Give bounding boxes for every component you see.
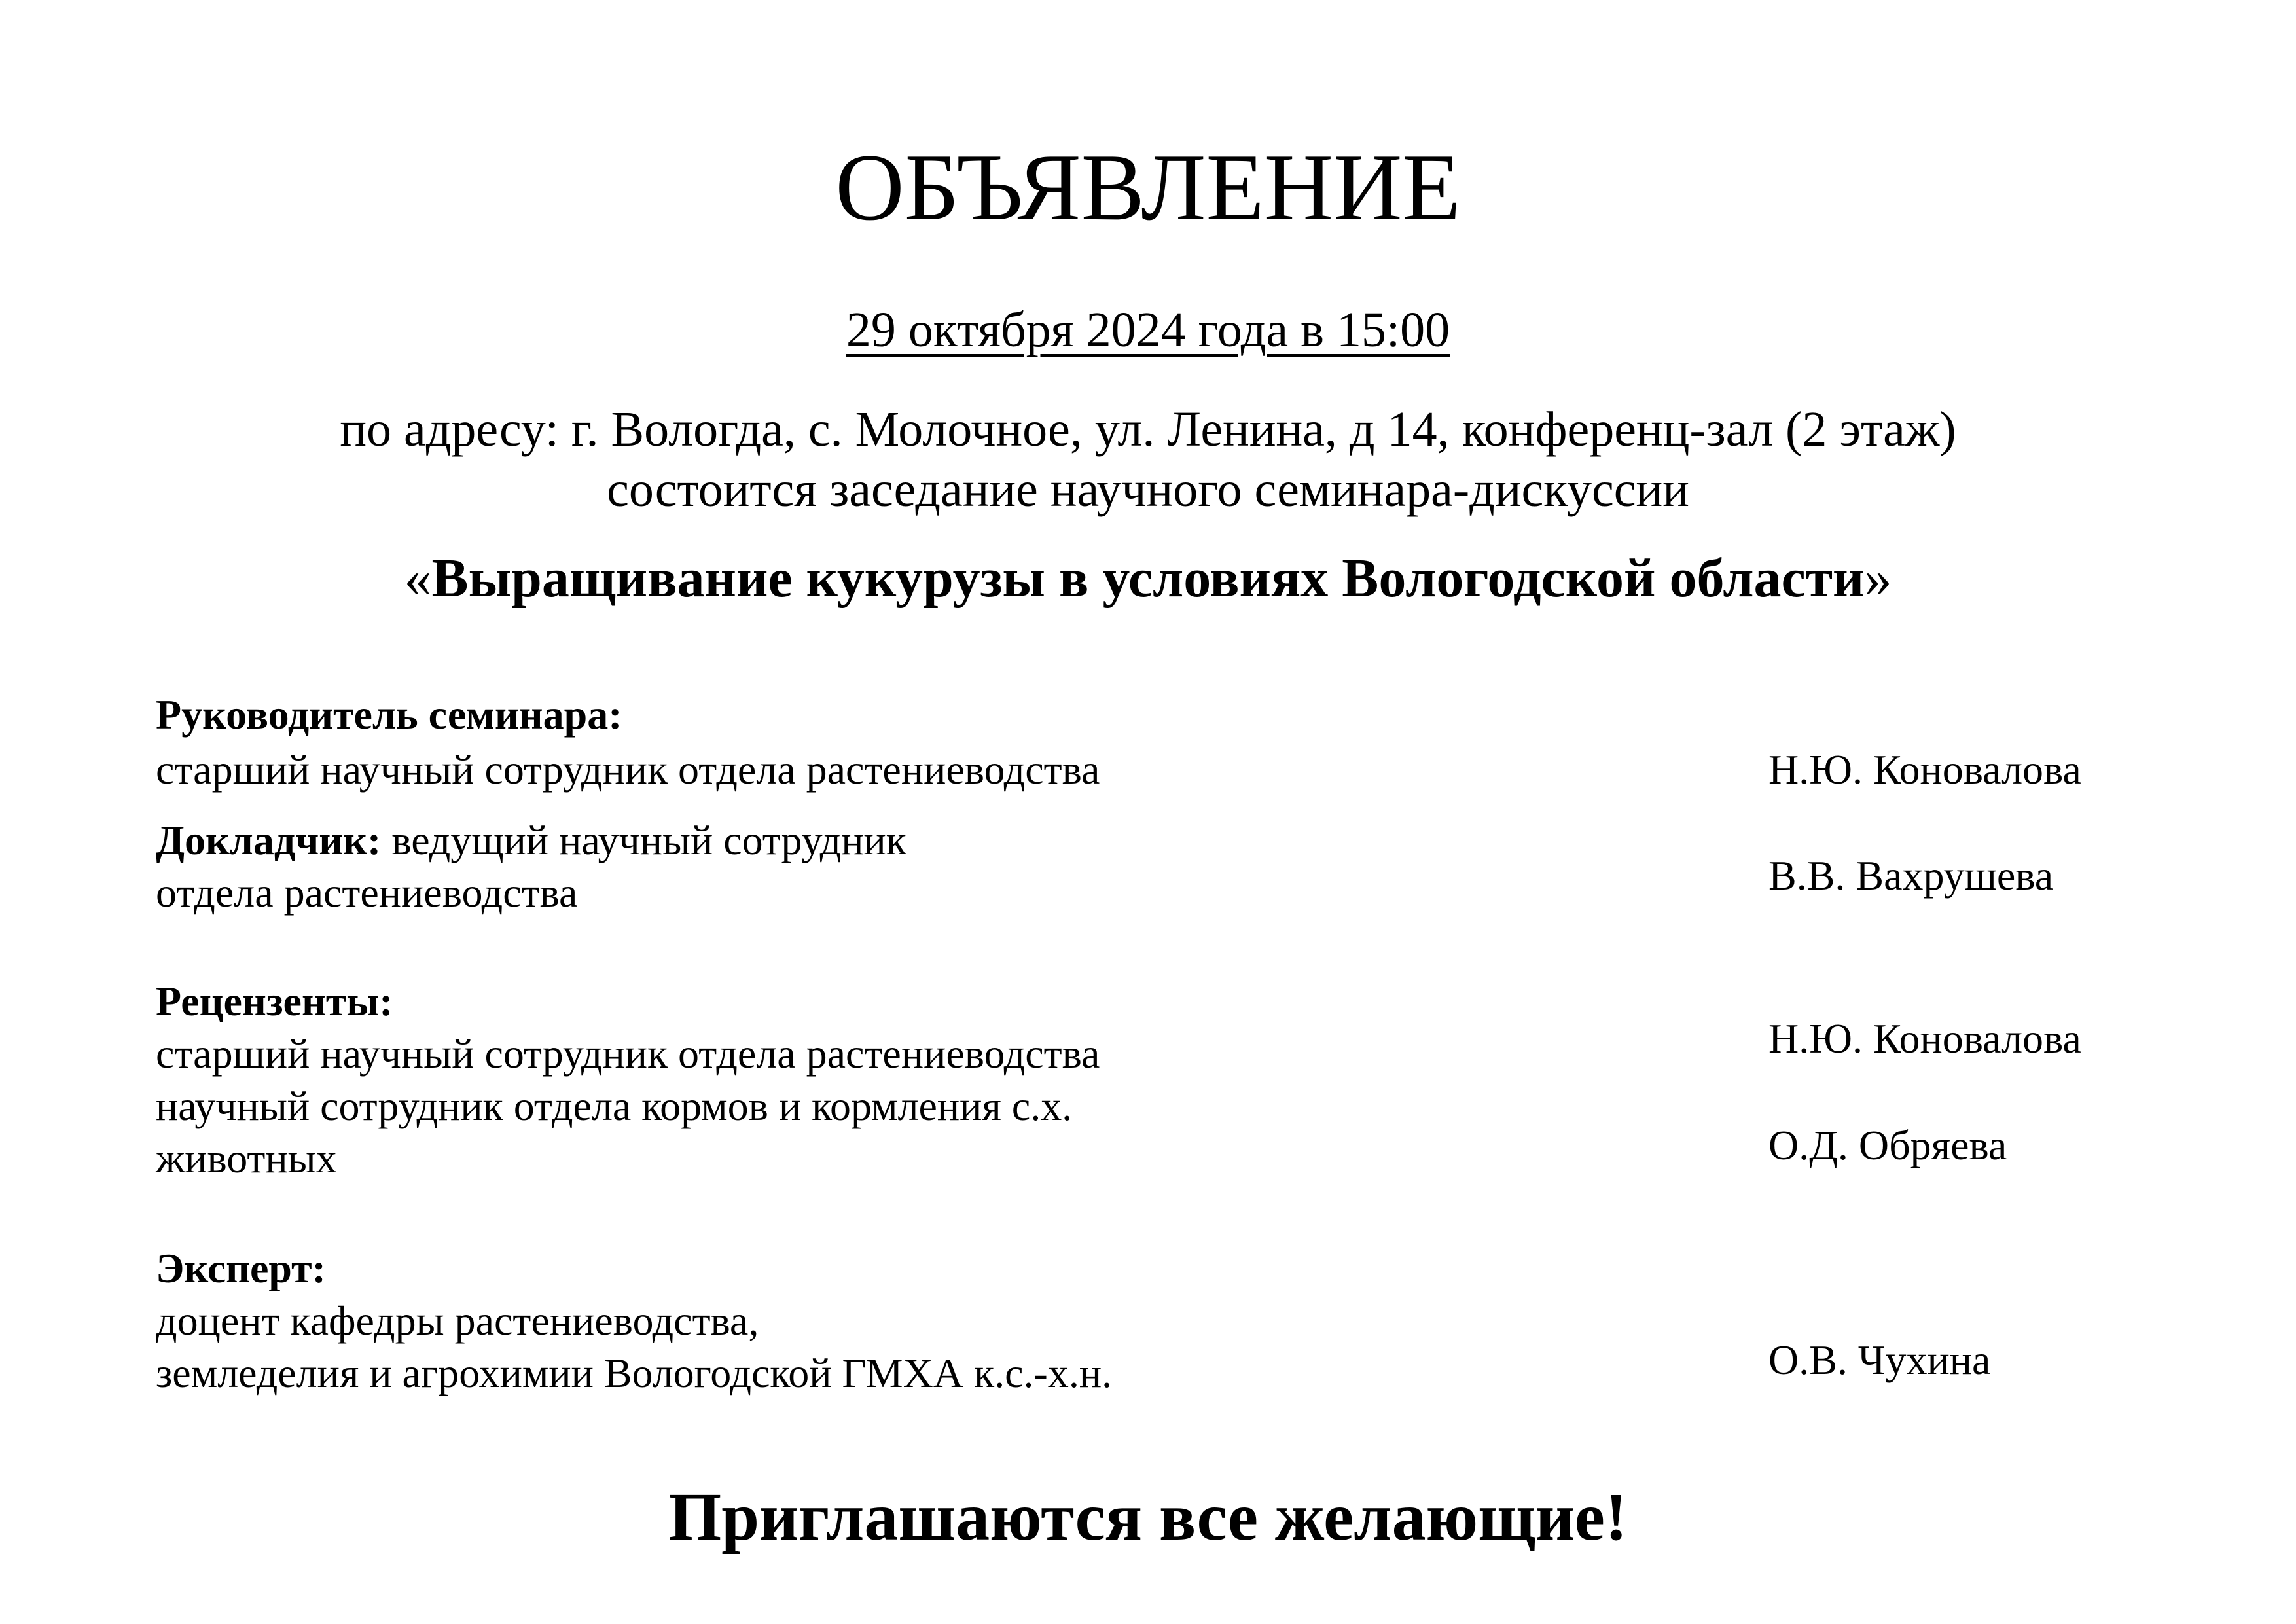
topic-text: Выращивание кукурузы в условиях Вологодской области (431, 548, 1865, 609)
expert-role-label: Эксперт: (156, 1245, 326, 1291)
reviewer2-description-line1: научный сотрудник отдела кормов и кормления с.х. (156, 1083, 1073, 1129)
event-date (0, 298, 2296, 361)
event-date-text: 29 октября 2024 года в 15:00 (846, 302, 1450, 357)
reviewer2-name: О.Д. Обряева (1768, 1122, 2007, 1168)
topic-close-quote: » (1864, 548, 1892, 609)
event-address: по адресу: г. Вологда, с. Молочное, ул. Ленина, д 14, конференц-зал (2 этаж) (340, 402, 1956, 457)
reviewer1-name: Н.Ю. Коновалова (1768, 1015, 2081, 1062)
head-role-label: Руководитель семинара: (156, 691, 622, 738)
seminar-topic (0, 545, 2296, 613)
reviewer1-description: старший научный сотрудник отдела растениеводства (156, 1030, 1100, 1077)
head-name: Н.Ю. Коновалова (1768, 746, 2081, 793)
reviewers-role-label: Рецензенты: (156, 978, 393, 1024)
speaker-name: В.В. Вахрушева (1768, 852, 2054, 899)
expert-name: О.В. Чухина (1768, 1337, 1991, 1383)
expert-description-line2: земледелия и агрохимии Вологодской ГМХА к.с.-х.н. (156, 1350, 1113, 1396)
reviewer2-description-line2: животных (156, 1135, 337, 1182)
event-description: состоится заседание научного семинара-дискуссии (607, 462, 1689, 517)
expert-description-line1: доцент кафедры растениеводства, (156, 1297, 759, 1344)
topic-open-quote: « (404, 548, 432, 609)
closing-invitation: Приглашаются все желающие! (668, 1479, 1628, 1555)
speaker-description-line2: отдела растениеводства (156, 869, 578, 916)
head-description: старший научный сотрудник отдела растениеводства (156, 746, 1100, 793)
speaker-description-line1: ведущий научный сотрудник (381, 817, 906, 863)
page-title: ОБЪЯВЛЕНИЕ (835, 134, 1461, 240)
speaker-line (156, 813, 906, 868)
speaker-role-label: Докладчик: (156, 817, 382, 863)
